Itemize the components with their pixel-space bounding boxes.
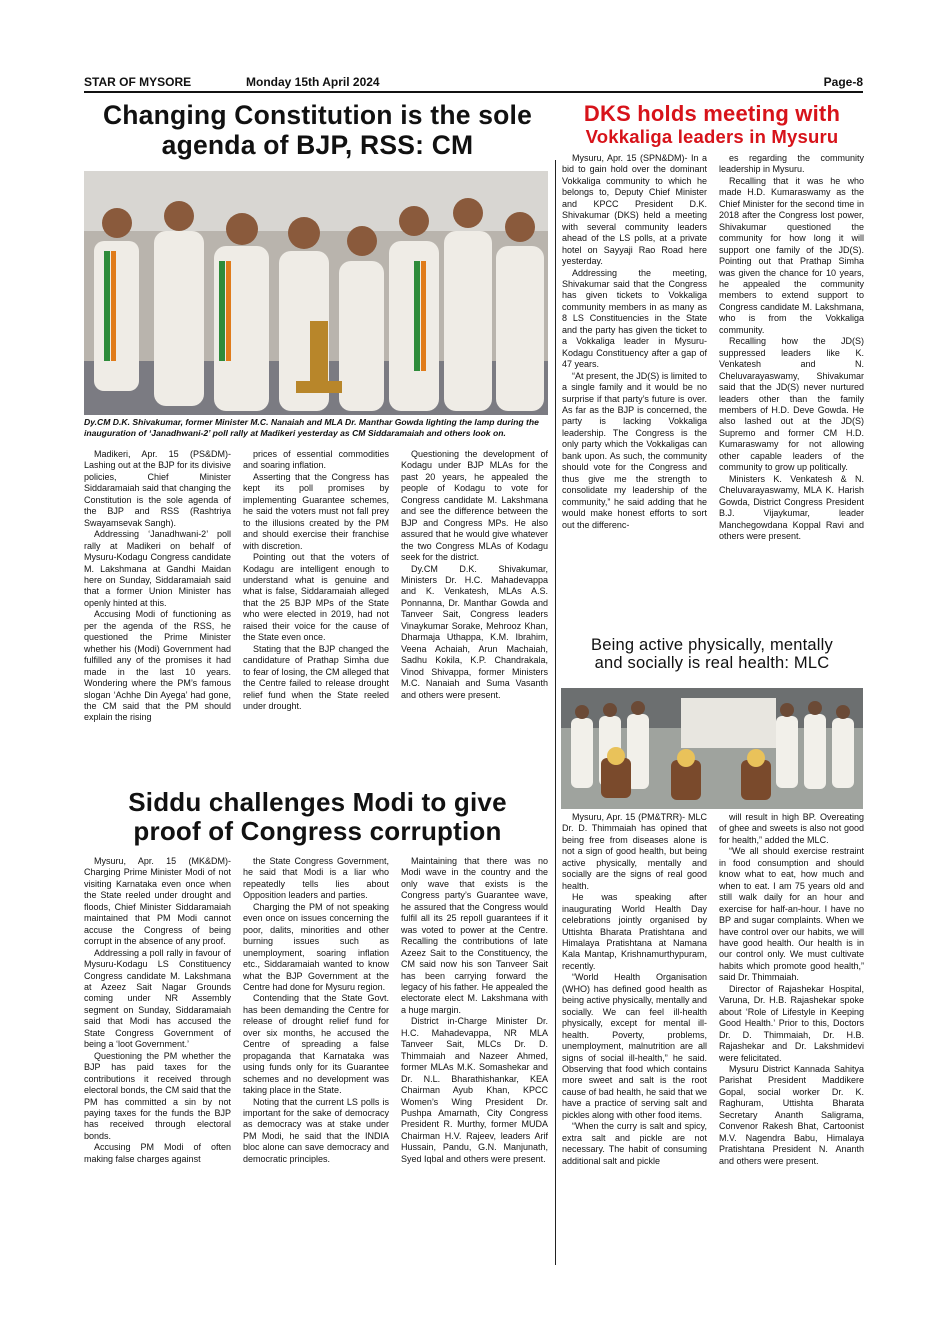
paragraph: Contending that the State Govt. has been demanding the Centre for release of drought relief fund for over six months, he accused the Centre of spreading a false propaganda that Karnataka was using funds only for its Guarantee schemes and no development was taking place in the State. (243, 993, 389, 1096)
paragraph: Director of Rajashekar Hospital, Varuna, Dr. H.B. Rajashekar spoke about ‘Role of Lifestyle in Keeping Good Health.’ Prior to this, Doctors Dr. D. Thimmaiah, Dr. H.B. Rajashekar and Dr. Lakshmidevi were felicitated. (719, 983, 864, 1063)
paragraph: Accusing PM Modi of often making false charges against (84, 1142, 231, 1164)
story1-column-1 (84, 449, 231, 783)
story3-headline-line2: and socially is real health: MLC (594, 654, 830, 673)
paragraph: es regarding the community leadership in Mysuru. (719, 153, 864, 175)
paragraph: Charging the PM of not speaking even once on issues concerning the poor, dalits, minorities and other burning issues such as unemployment, soaring inflation etc., Siddaramaiah wanted to know what the BJP Government at the Centre had done for Mysuru region. (243, 901, 389, 992)
header-rule (84, 91, 863, 93)
story4-column-2 (243, 856, 389, 1268)
paragraph: Addressing ‘Janadhwani-2’ poll rally at Madikeri on behalf of Mysuru-Kodagu Congress candidate M. Lakshmana at Gandhi Maidan here on Sunday, Siddaramaiah said that a former Union Minister has openly hinted at this. (84, 529, 231, 608)
paragraph: Accusing Modi of functioning as per the agenda of the RSS, he questioned the Prime Minister whether his (Modi) Government had fulfilled any of the promises it had made in the last 10 years. Wondering where the PM’s famous slogan ‘Achhe Din Ayega’ had gone, the CM said that the PM should explain the rising (84, 609, 231, 723)
story1-headline (80, 101, 555, 160)
story3-headline (556, 636, 868, 673)
story3-column-2 (719, 812, 864, 1267)
paragraph: prices of essential commodities and soaring inflation. (243, 449, 389, 471)
paragraph: He was speaking after inaugurating World Health Day celebrations jointly organised by Uttishta Bharata Pratishtana and Himalaya Pratishtana at Namana Kala Mantap, Krishnamurthypuram, recently. (562, 892, 707, 971)
paragraph: Stating that the BJP changed the candidature of Prathap Simha due to fear of losing, the CM alleged that the Centre failed to release drought relief fund when the State reeled under drought. (243, 643, 389, 711)
story4-headline (80, 788, 555, 846)
story4-column-3 (401, 856, 548, 1268)
story1-column-2 (243, 449, 389, 783)
paragraph: “At present, the JD(S) is limited to a single family and it would be no surprise if that party’s future is over. As far as the BJP is concerned, the party is lacking Vokkaliga leadership. The Congress is the only party which the Vokkaligas can bank upon. As such, the community should vote for the Congress and thus give me the strength to consolidate my leadership of the community,” he said adding that he would make honest efforts to sort out the differenc- (562, 370, 707, 530)
paragraph: Mysuru District Kannada Sahitya Parishat President Maddikere Gopal, social worker Dr. K. Raghuram, Uttishta Bharata Secretary Ananth Saligrama, Convenor Rakesh Bhat, Cartoonist M.V. Nagendra Babu, Himalaya Pratishtana President N. Ananth and others were present. (719, 1063, 864, 1166)
story1-headline-line2: agenda of BJP, RSS: CM (161, 129, 474, 160)
paragraph: will result in high BP. Overeating of ghee and sweets is also not good for health,” added the MLC. (719, 812, 864, 845)
story2-headline (556, 102, 868, 147)
paragraph: Noting that the current LS polls is important for the sake of democracy as democracy was at stake under PM Modi, he said that the INDIA bloc alone can save democracy and democratic principles. (243, 1096, 389, 1164)
paragraph: “World Health Organisation (WHO) has defined good health as being active physically, mentally and socially. We can feel ill-health physically, except for mental ill-health. Poverty, problems, unemployment, malnutrition are all signs of social ill-health,” he said. Observing that food which contains more sweet and salt is the root cause of bad health, he said that we have a practice of serving salt and pickles along with other food items. (562, 972, 707, 1120)
story2-headline-line2: Vokkaliga leaders in Mysuru (585, 125, 839, 147)
story4-headline-line2: proof of Congress corruption (133, 816, 502, 847)
story1-headline-line1: Changing Constitution is the sole (102, 100, 533, 130)
paragraph: Pointing out that the voters of Kodagu are intelligent enough to understand what is genuine and what is false, Siddaramaiah alleged that the 25 BJP MPs of the State who were elected in 2019, had not raised their voice for the cause of the State even once. (243, 552, 389, 643)
story3-column-1 (562, 812, 707, 1267)
paragraph: Mysuru, Apr. 15 (SPN&DM)- In a bid to gain hold over the dominant Vokkaliga community to which he belongs to, Deputy Chief Minister and KPCC President D.K. Shivakumar (DKS) held a meeting with several community leaders ahead of the LS polls, at a private hotel on Sayyaji Rao Road here yesterday. (562, 153, 707, 267)
paragraph: Madikeri, Apr. 15 (PS&DM)-Lashing out at the BJP for its divisive policies, Chief Minister Siddaramaiah said that changing the Constitution is the sole agenda of the BJP and RSS (Rashtriya Swayamsevak Sangh). (84, 449, 231, 528)
paragraph: Addressing the meeting, Shivakumar said that the Congress has given tickets to Vokkaliga community members in as many as 8 LS Constituencies in the State and the party has given the ticket to a Vokkaliga leader in Mysuru-Kodagu Constituency after a gap of 47 years. (562, 267, 707, 370)
paragraph: Recalling how the JD(S) suppressed leaders like K. Venkatesh and N. Cheluvarayaswamy, Shivakumar said that the JD(S) never nurtured leaders other than the family members of H.D. Deve Gowda. He also lashed out at the JD(S) Supremo and former CM H.D. Kumaraswamy for not allowing other capable leaders of the community to grow up politically. (719, 336, 864, 473)
story2-column-2 (719, 153, 864, 631)
paragraph: Addressing a poll rally in favour of Mysuru-Kodagu LS Constituency Congress candidate M. Lakshmana at Azeez Sait Nagar Grounds coming under NR Assembly segment on Sunday, Siddaramaiah said that Modi has accused the State Congress Government of being a ‘loot Government.’ (84, 947, 231, 1050)
story2-column-1 (562, 153, 707, 631)
paragraph: Asserting that the Congress has kept its poll promises by implementing Guarantee schemes, he said the voters must not fall prey to the illusions created by the PM and should exercise their franchise with discretion. (243, 471, 389, 551)
story1-caption: Dy.CM D.K. Shivakumar, former Minister M.C. Nanaiah and MLA Dr. Manthar Gowda lighting the lamp during the inauguration of ‘Janadhwani-2’ poll rally at Madikeri yesterday as CM Siddaramaiah and others look on. (84, 417, 539, 438)
paragraph: Questioning the development of Kodagu under BJP MLAs for the past 20 years, he appealed the people of Kodagu to vote for Congress candidate M. Lakshmana and see the difference between the BJP and Congress MPs. He also assured that he would give whatever the two Congress MLAs of Kodagu seek for the district. (401, 449, 548, 563)
story2-headline-line1: DKS holds meeting with (583, 101, 841, 126)
story1-photo (84, 171, 548, 415)
paragraph: Maintaining that there was no Modi wave in the country and the only wave that exists is the Congress party’s Guarantee wave, he assured that the Congress would fulfil all its 25 repoll guarantees if it was voted to power at the Centre. Recalling the contributions of late Azeez Sait to the Constituency, the CM said now his son Tanveer Sait has been carrying forward the legacy of his father. He appealed the electorate elect M. Lakshmana with a huge margin. (401, 856, 548, 1015)
issue-date: Monday 15th April 2024 (246, 75, 380, 89)
paragraph: Mysuru, Apr. 15 (PM&TRR)- MLC Dr. D. Thimmaiah has opined that being free from diseases alone is not a sign of good health, but being active physically, mentally and socially are the signs of real good health. (562, 812, 707, 891)
paragraph: the State Congress Government, he said that Modi is a liar who repeatedly tells lies about Opposition leaders and parties. (243, 856, 389, 901)
column-divider (555, 160, 556, 1265)
paragraph: Dy.CM D.K. Shivakumar, Ministers Dr. H.C. Mahadevappa and K. Venkatesh, MLAs A.S. Ponnanna, Dr. Manthar Gowda and Tanveer Sait, Congress leaders Vinaykumar Sorake, Mehrooz Khan, Dharmaja Uthappa, K.M. Ibrahim, Veena Achaiah, Arun Machaiah, Sadhu Kokila, K.P. Chandrakala, Vinod Shivappa, former Ministers M.C. Nanaiah and Suma Vasanth and others were present. (401, 563, 548, 700)
page-number: Page-8 (823, 75, 863, 89)
paragraph: “We all should exercise restraint in food consumption and should know what to eat, how much and when to eat. I am 75 years old and still walk daily for an hour and exercise for half-an-hour. I have no BP and sugar complaints. When we have control over our habits, we will have good health. Our health is in our control only. We must cultivate habits which promote good health,” said Dr. Thimmaiah. (719, 846, 864, 983)
paragraph: District in-Charge Minister Dr. H.C. Mahadevappa, NR MLA Tanveer Sait, MLCs Dr. D. Thimmaiah and Nazeer Ahmed, former MLAs M.K. Somashekar and Dr. N.L. Bharathishankar, KEA Chairman Ayub Khan, KPCC Women’s Wing President Dr. Pushpa Amarnath, City Congress President R. Murthy, former MUDA Chairman H.V. Rajeev, leaders Arif Hussain, Pandu, G.N. Manjunath, Syed Iqbal and others were present. (401, 1016, 548, 1164)
story4-column-1 (84, 856, 231, 1268)
paragraph: Questioning the PM whether the BJP has paid taxes for the contributions it received through electoral bonds, the CM said that the PM has committed a sin by not paying taxes for the funds the BJP has received through electoral bonds. (84, 1050, 231, 1141)
paragraph: “When the curry is salt and spicy, extra salt and pickle are not necessary. The habit of consuming additional salt and pickle (562, 1121, 707, 1166)
story3-photo (561, 688, 863, 809)
paper-name: STAR OF MYSORE (84, 75, 192, 89)
story3-headline-line1: Being active physically, mentally (591, 636, 833, 654)
paragraph: Ministers K. Venkatesh & N. Cheluvarayaswamy, MLA K. Harish Gowda, District Congress President B.J. Vijaykumar, leader Manchegowdana Koppal Ravi and others were present. (719, 473, 864, 541)
paragraph: Mysuru, Apr. 15 (MK&DM)- Charging Prime Minister Modi of not visiting Karnataka even once when the State reeled under drought and floods, Chief Minister Siddaramaiah maintained that PM Modi cannot accuse the Congress of being corrupt in the absence of any proof. (84, 856, 231, 947)
paragraph: Recalling that it was he who made H.D. Kumaraswamy as the Chief Minister for the second time in 2018 after the Congress lost power, Shivakumar questioned the community for how long it will support one family of the JD(S). Pointing out that Prathap Simha was given the chance for 10 years, he appealed the community members to extend support to Congress candidate M. Lakshmana, who is from the Vokkaliga community. (719, 175, 864, 335)
story1-column-3 (401, 449, 548, 783)
story4-headline-line1: Siddu challenges Modi to give (128, 787, 507, 817)
